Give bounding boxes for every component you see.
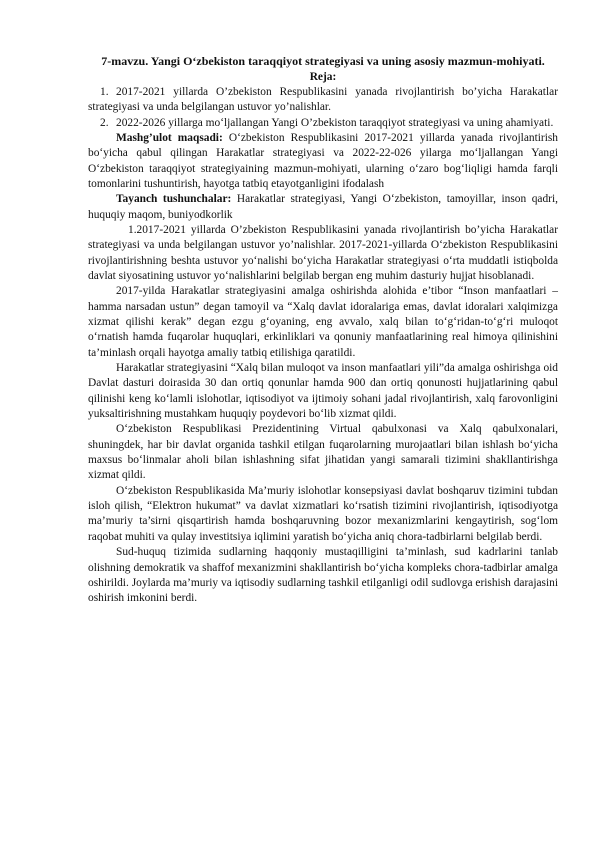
body-paragraph-4: O‘zbekiston Respublikasi Prezidentining Virtual qabulxonasi va Xalq qabulxonalari, shuningdek, har bir davlat organida tashkil etilgan fuqarolarning murojaatlari bilan ishlash bo‘yicha maxsus bo‘linmalar aholi bilan ishlashning sifat jihatidan yangi samarali tizimini shakllantirishga xizmat qildi. [88, 423, 558, 482]
page-title: 7-mavzu. Yangi O‘zbekiston taraqqiyot strategiyasi va uning asosiy mazmun-mohiyati. [101, 54, 545, 68]
keywords-text: Harakatlar strategiyasi, Yangi O‘zbekiston, tamoyillar, inson qadri, huquqiy maqom, buniyodkorlik [88, 193, 558, 221]
body-paragraph-1: 1.2017-2021 yillarda O’zbekiston Respublikasini yanada rivojlantirish bo’yicha Harakatlar strategiyasi va unda belgilangan ustuvor yo’nalishlar. 2017-2021-yillarda O‘zbekiston Respublikasini rivojlantirishning beshta ustuvor yo‘nalishi bo‘yicha Harakatlar strategiyasi o‘rta muddatli istiqbolda davlat siyosatining ustuvor yo‘nalishlarini belgilab bergan eng muhim dasturiy hujjat hisoblanadi. [88, 223, 558, 282]
body-paragraph-6: Sud-huquq tizimida sudlarning haqqoniy mustaqilligini ta’minlash, sud kadrlarini tanlab olishning demokratik va shaffof mexanizmini shakllantirish bo‘yicha kompleks chora-tadbirlar amalga oshirildi. Joylarda ma’muriy va iqtisodiy sudlarning tashkil etilganligi odil sudlovga erishish darajasini oshirish imkonini berdi. [88, 546, 558, 605]
document-page [88, 54, 558, 607]
keywords-label: Tayanch tushunchalar: [116, 193, 232, 206]
goal-label: Mashg’ulot maqsadi: [116, 131, 223, 144]
plan-item-2 [88, 116, 558, 131]
goal-paragraph [88, 131, 558, 192]
goal-text: O‘zbekiston Respublikasini 2017-2021 yillarda yanada rivojlantirish bo‘yicha qabul qilingan Harakatlar strategiyasi va 2022-22-026 yilarga mo‘ljallangan Yangi O‘zbekiston taraqqiyot strategiyaining mazmun-mohiyati, ularning o‘zaro bog‘liqligi hamda farqli tomonlarini tushuntirish, hayotga tatbiq etayotganligini ifodalash [88, 131, 559, 190]
keywords-paragraph [88, 192, 558, 223]
plan-item-1 [88, 85, 558, 116]
plan-item-text: 2017-2021 yillarda O’zbekiston Respublikasini yanada rivojlantirish bo’yicha Harakatlar strategiyasi va unda belgilangan ustuvor yo’nalishlar. [88, 85, 558, 114]
plan-item-text: 2022-2026 yillarga mo‘ljallangan Yangi O’zbekiston taraqqiyot strategiyasi va uning ahamiyati. [116, 116, 554, 129]
body-paragraph-5: O‘zbekiston Respublikasida Ma’muriy islohotlar konsepsiyasi davlat boshqaruv tizimini tubdan isloh qilish, “Elektron hukumat” va davlat xizmatlari ko‘rsatish tizimini rivojlantirish, iqtisodiyotga ma’muriy ta’sirni qisqartirish hamda boshqaruvning bozor mexanizmlarini kengaytirish, sog‘lom raqobat muhiti va qulay investitsiya iqlimini yaratish bo‘yicha aniq chora-tadbirlarni belgilab berdi. [88, 484, 558, 543]
plan-item-number: 1. [100, 85, 109, 98]
body-paragraph-2: 2017-yilda Harakatlar strategiyasini amalga oshirishda alohida e’tibor “Inson manfaatlari – hamma narsadan ustun” degan tamoyil va “Xalq davlat idoralariga emas, davlat idoralari xalqimizga xizmat qilishi kerak” degan ezgu g‘oyaning, eng avvalo, xalq bilan to‘g‘ridan-to‘g‘ri muloqot o‘rnatish hamda fuqarolar huquqlari, erkinliklari va qonuniy manfaatlarining real himoya qilinishini ta’minlash orqali hayotga amaliy tatbiq etilishiga qaratildi. [88, 285, 558, 359]
body-paragraph-3: Harakatlar strategiyasini “Xalq bilan muloqot va inson manfaatlari yili”da amalga oshirishga oid Davlat dasturi doirasida 30 dan ortiq qonunlar hamda 900 dan ortiq qonunosti hujjatlarining qabul qilinishi keng ko‘lamli islohotlar, iqtisodiyot va ijtimoiy sohani jadal rivojlantirish, xalq farovonligini yuksaltirishning mustahkam huquqiy poydevori bo‘lib xizmat qildi. [88, 362, 558, 421]
plan-item-number: 2. [100, 116, 109, 129]
plan-heading: Reja: [309, 70, 337, 83]
